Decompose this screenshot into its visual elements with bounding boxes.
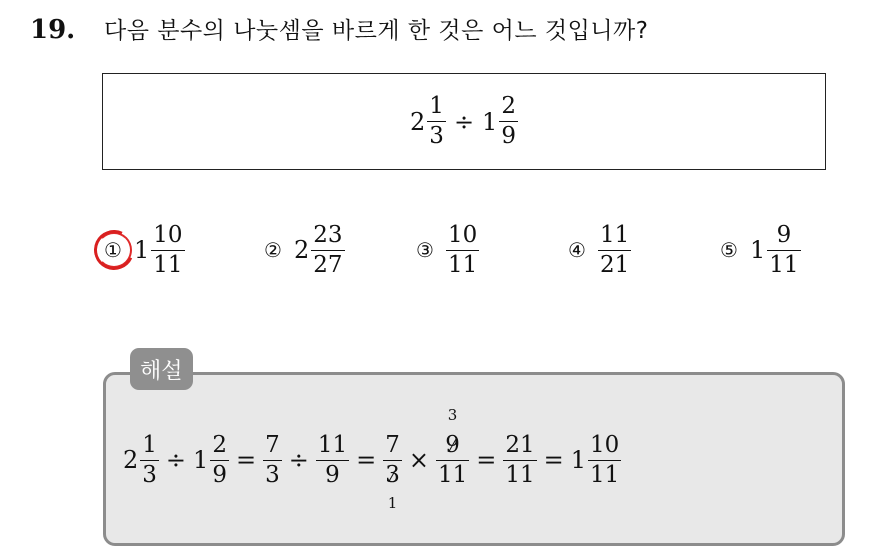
- explanation-tab: 해설: [130, 348, 193, 390]
- choice-3-mark: ③: [416, 238, 434, 262]
- denominator: 9: [325, 461, 340, 488]
- answer-choices: [100, 218, 820, 282]
- choice-2[interactable]: [260, 218, 345, 282]
- step-7-fraction: [503, 431, 536, 488]
- equals-sign: =: [356, 446, 377, 474]
- denominator: 11: [153, 251, 183, 278]
- denominator: 11: [448, 251, 478, 278]
- choice-3[interactable]: [412, 218, 479, 282]
- choice-4-mark: ④: [568, 238, 586, 262]
- numerator: 23: [313, 221, 343, 248]
- numerator: 7: [385, 431, 400, 458]
- choice-2-mark: ②: [264, 238, 282, 262]
- division-operator: ÷: [165, 446, 187, 474]
- choice-5-whole: 1: [750, 236, 766, 264]
- fraction-bar: [316, 460, 349, 461]
- denominator: 3: [429, 123, 444, 149]
- fraction-bar: [427, 121, 446, 122]
- numerator: 11: [600, 221, 630, 248]
- question-header: [30, 12, 648, 45]
- fraction-bar: [767, 250, 800, 251]
- denominator: 3: [142, 461, 157, 488]
- numerator: 9: [445, 431, 460, 458]
- fraction-bar: [140, 460, 159, 461]
- fraction-bar: [446, 250, 479, 251]
- whole: 2: [410, 107, 426, 136]
- whole: 1: [193, 446, 209, 474]
- step-1: [123, 431, 159, 488]
- numerator: 10: [448, 221, 478, 248]
- reduced-numerator: 3: [447, 405, 458, 424]
- fraction-bar: [263, 460, 282, 461]
- choice-4-fraction: [598, 221, 631, 278]
- denominator: 9: [501, 123, 516, 149]
- choice-1[interactable]: [100, 218, 185, 282]
- denominator: 11: [437, 461, 468, 488]
- choice-1-fraction: [151, 221, 184, 278]
- choice-2-fraction: [311, 221, 344, 278]
- fraction-bar: [588, 460, 621, 461]
- fraction: [588, 431, 621, 488]
- step-6-fraction: [436, 405, 469, 488]
- step-3-fraction: [263, 431, 282, 488]
- numerator: 7: [265, 431, 280, 458]
- fraction-bar: [436, 460, 469, 461]
- choice-1-whole: 1: [134, 236, 150, 264]
- numerator: 1: [429, 93, 444, 119]
- whole: 1: [570, 446, 587, 474]
- denominator: 27: [313, 251, 343, 278]
- expression-box: [102, 73, 826, 170]
- choice-5-mark: ⑤: [720, 238, 738, 262]
- question-number: 19.: [30, 15, 76, 45]
- reduced-denominator: 1: [387, 493, 398, 512]
- choice-3-fraction: [446, 221, 479, 278]
- division-operator: ÷: [453, 107, 475, 136]
- denominator: 3: [385, 461, 400, 488]
- fraction: [210, 431, 229, 488]
- choice-4[interactable]: [564, 218, 631, 282]
- whole: 1: [482, 107, 498, 136]
- whole: 2: [123, 446, 139, 474]
- cancelled-denominator: [383, 461, 402, 512]
- denominator: 11: [769, 251, 799, 278]
- fraction-bar: [598, 250, 631, 251]
- numerator: 21: [505, 431, 535, 458]
- choice-2-whole: 2: [294, 236, 310, 264]
- fraction-bar: [383, 460, 402, 461]
- fraction-bar: [311, 250, 344, 251]
- numerator: 10: [153, 221, 183, 248]
- numerator: 10: [590, 431, 620, 458]
- step-2: [193, 431, 229, 488]
- denominator: 9: [212, 461, 227, 488]
- fraction: [499, 95, 518, 148]
- fraction-bar: [503, 460, 536, 461]
- multiplication-operator: ×: [408, 446, 429, 474]
- denominator: 11: [505, 461, 535, 488]
- question-text: 다음 분수의 나눗셈을 바르게 한 것은 어느 것입니까?: [104, 18, 649, 44]
- denominator: 11: [590, 461, 620, 488]
- step-5-fraction: [383, 431, 402, 512]
- denominator: 21: [600, 251, 630, 278]
- cancelled-numerator: [443, 405, 462, 458]
- fraction-bar: [151, 250, 184, 251]
- numerator: 11: [317, 431, 348, 458]
- choice-5[interactable]: [716, 218, 801, 282]
- denominator: 3: [265, 461, 280, 488]
- fraction: [140, 431, 159, 488]
- step-8: [570, 431, 622, 488]
- equals-sign: =: [476, 446, 497, 474]
- numerator: 1: [142, 431, 157, 458]
- choice-5-fraction: [767, 221, 800, 278]
- fraction-bar: [499, 121, 518, 122]
- fraction-bar: [210, 460, 229, 461]
- equals-sign: =: [543, 446, 564, 474]
- mixed-number-a: [410, 95, 446, 148]
- division-operator: ÷: [288, 446, 309, 474]
- fraction: [427, 95, 446, 148]
- numerator: 9: [776, 221, 792, 248]
- choice-1-mark: ①: [100, 238, 126, 262]
- numerator: 2: [212, 431, 227, 458]
- step-4-fraction: [316, 431, 349, 488]
- mixed-number-b: [482, 95, 518, 148]
- equals-sign: =: [235, 446, 257, 474]
- explanation-steps: [123, 405, 621, 515]
- numerator: 2: [501, 93, 516, 119]
